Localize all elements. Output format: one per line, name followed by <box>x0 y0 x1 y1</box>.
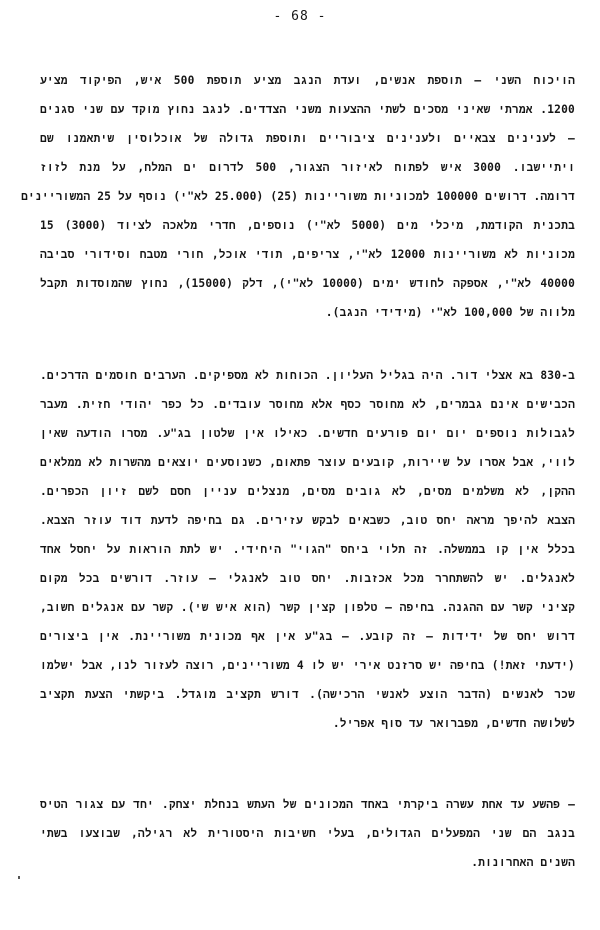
text-line: לגבולות נוספים יום יום פורעים חדשים. כאילו אין שלטון בג"ע. מסרו הודעה שאין <box>40 427 575 440</box>
text-line: הכבישים אינם גבמרים, לא מחוסר כסף אלא מחוסר עובדים. כל כפר יהודי חזית. מעבר <box>40 398 575 411</box>
text-line: בנגב הם שני המפעלים הגדולים, בעלי חשיבות היסטורית לא רגילה, שבוצעו בשתי <box>40 827 575 840</box>
margin-mark <box>18 876 20 879</box>
text-line: השנים האחרונות. <box>471 856 575 869</box>
text-line: 1200. אמרתי שאיני מסכים לשתי ההצעות משני הצדדים. לנגב נחוץ מוקד עם שני סגנים <box>40 103 575 116</box>
page-number: - 68 - <box>273 9 327 24</box>
text-line: שכר לאנשים (הדבר הוצע לאנשי הרכישה). דורש תקציב מוגדל. ביקשתי הצעת תקציב <box>40 688 575 701</box>
text-line: לשלושה חדשים, מפברואר עד סוף אפריל. <box>332 717 575 730</box>
text-line: מלווה של 100,000 לא"י (מידידי הנגב). <box>325 306 575 319</box>
text-line: מכוניות לא משוריינות 12000 לא"י, צריפים, תודי אוכל, חורי מטבח וסידורי סביבה <box>40 248 575 261</box>
text-line: ההקן, לא משלמים מסים, לא גובים מסים, מנצלים עניין חסם לשם זיון הכפרים. <box>40 485 575 498</box>
text-line: לאנגלים. יש להשתחרר מכל אכזבות. יחס טוב לאנגלי – עוזר. דורשים בכל מקום <box>40 572 575 585</box>
text-line: (ידעתי זאת!) בחיפה יש סרזנט אירי יש לו 4 משוריינים, רוצה לעזור לנו, אבל ישלמו <box>40 659 575 672</box>
text-line: 40000 לא"י, אספקה לחודש ימים (10000 לא"י), דלק (15000), נחוץ שהמוסדות תקבל <box>40 277 576 290</box>
paragraph-armored-cars <box>21 66 576 327</box>
text-line: – לענינים צבאיים ולענינים ציבוריים ותוספת גדולה של אוכלוסין שיתאמנו שם <box>40 132 575 145</box>
text-line: הויכוח השני – תוספת אנשים, ועדת הנגב מציע תוספת 500 איש, הפיקוד מציע <box>40 74 576 87</box>
paragraph-dor-visit <box>40 361 575 738</box>
text-line: דרוש יחס של ידידות – זה קובע. – בג"ע אין אף מכונית משוריינת. אין ביצורים <box>40 630 575 643</box>
text-line: דרומה. דרושים 100000 למכוניות משוריינות (25) (25.000 לא"י) נוסף על 25 המשוריינים <box>21 190 575 203</box>
text-line: – פהשע עד אחת עשרה ביקרתי באחד המכונים של העתש בנחלת יצחק. יחד עם צגור הטיס <box>40 798 576 811</box>
text-line: לווי, אבל אסרו על שיירות, קובעים עוצר פתאום, כשנוסעים יוצאים מהשרות לא ממלאים <box>40 456 575 469</box>
text-line: קציני קשר עם ההגנה. בחיפה – טלפון קצין קשר (הוא איש שי). קשר עם אנגלים חשוב, <box>40 601 575 614</box>
text-line: בתכנית הקודמת, מיכלי מים (5000 לא"י) נוספים, חדרי מלאכה לציוד (3000) 15 <box>40 219 575 232</box>
text-line: ב-830 בא אצלי דור. היה בגליל העליון. הכוחות לא מספיקים. הערבים חוסמים הדרכים. <box>40 369 575 382</box>
text-line: הצבא להיפך מראה יחס טוב, כשבאים לבקש עזירים. גם בחיפה לדעת דוד עוזר הצבא. <box>40 514 575 527</box>
text-line: בכלל אין קו בממשלה. זה תלוי ביחס "הגוי" היחידי. יש לתת הוראות על יחסל אחד <box>40 543 575 556</box>
paragraph-institute-visit <box>40 790 575 877</box>
text-line: ויתיישבו. 3000 איש לפתוח לאיזור הצגור, 500 לדרום ים המלח, על מנת לזוז <box>40 161 575 174</box>
